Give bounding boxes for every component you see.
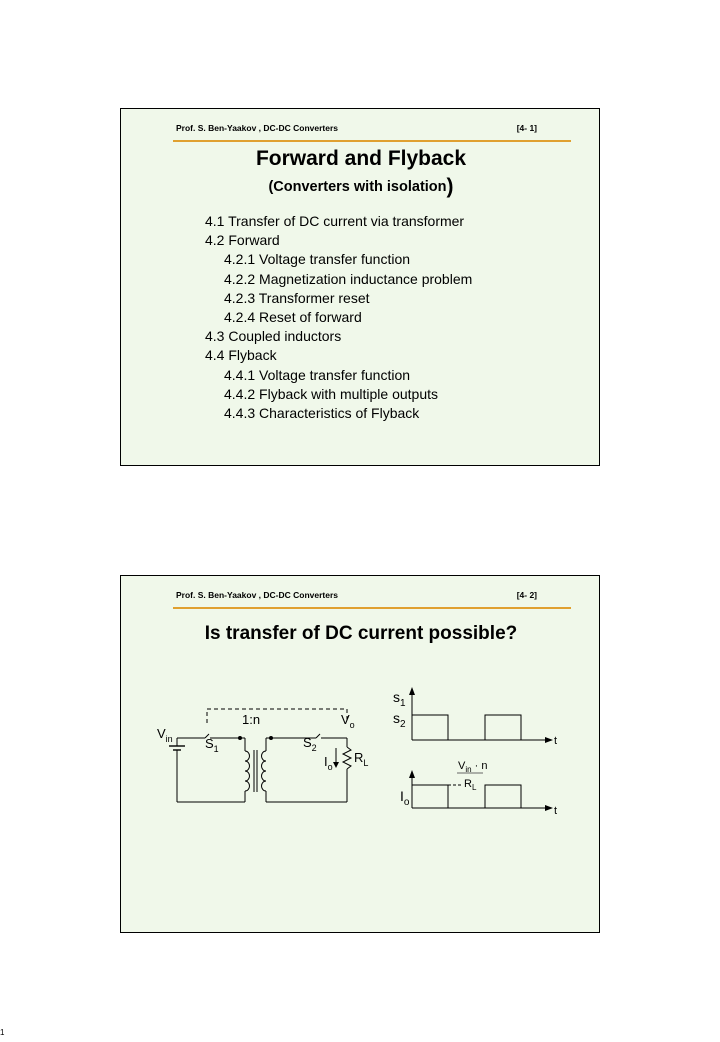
toc-item: 4.4 Flyback [205, 347, 277, 364]
vin-sub: in [165, 734, 173, 744]
slide-1-author: Prof. S. Ben-Yaakov , DC-DC Converters [176, 123, 339, 133]
s-pulse-1 [412, 715, 448, 740]
toc-item: 4.2.2 Magnetization inductance problem [224, 270, 473, 287]
subtitle-paren: ) [446, 175, 454, 198]
numerator-main: V [458, 760, 466, 772]
io-sub: o [327, 762, 333, 772]
fraction-numerator [458, 760, 487, 774]
rl-main: R [354, 750, 364, 765]
slide-1-subtitle [121, 175, 601, 199]
toc-item: 4.2.3 Transformer reset [224, 289, 370, 306]
s2-wave-sub: 2 [400, 719, 406, 730]
secondary-coil [262, 751, 267, 791]
io-wave-label [400, 788, 410, 808]
slide-2-author: Prof. S. Ben-Yaakov , DC-DC Converters [176, 590, 339, 600]
subtitle-text: (Converters with isolation [268, 179, 447, 195]
io-pulse-2 [485, 785, 521, 808]
s2-wave-label [393, 710, 406, 730]
s1-wave-label [393, 689, 406, 709]
primary-dot-icon [238, 736, 242, 740]
toc-item: 4.4.3 Characteristics of Flyback [224, 405, 420, 422]
slide-2-title: Is transfer of DC current possible? [204, 623, 518, 644]
slide-1-title: Forward and Flyback [255, 147, 467, 170]
vin-label [157, 726, 173, 744]
s1-wave-main: s [393, 689, 400, 705]
vo-label [341, 712, 355, 730]
bottom-y-arrow-icon [409, 770, 415, 778]
io-wave-sub: o [403, 797, 410, 808]
rl-sub: L [363, 758, 369, 768]
vo-main: V [341, 712, 350, 727]
slide-2 [120, 575, 600, 933]
toc-item: 4.4.1 Voltage transfer function [224, 366, 411, 383]
denominator-sub: L [471, 783, 477, 792]
switch-s2 [316, 734, 320, 738]
slide-1-number: [4- 1] [516, 123, 537, 133]
secondary-dot-icon [269, 736, 273, 740]
circuit-and-waveform-diagram [121, 576, 601, 934]
table-of-contents [205, 212, 472, 423]
s-pulse-2 [485, 715, 521, 740]
bottom-x-arrow-icon [545, 805, 553, 811]
toc-item: 4.2.4 Reset of forward [224, 309, 362, 326]
resistor-rl [343, 747, 351, 769]
bottom-time-label: t [554, 805, 558, 817]
slide-2-number: [4- 2] [516, 590, 537, 600]
io-pulse-1 [412, 785, 448, 808]
s1-sub: 1 [213, 744, 219, 754]
denominator-main: R [464, 778, 472, 790]
ratio-label: 1:n [242, 712, 261, 727]
s1-wave-sub: 1 [400, 698, 406, 709]
waveform-traces [412, 693, 547, 808]
slide-1-header-rule [173, 140, 571, 142]
io-label [324, 754, 333, 772]
fraction-denominator [464, 778, 477, 792]
primary-coil [245, 751, 250, 791]
page-number: 1 [0, 1028, 5, 1037]
top-x-arrow-icon [545, 737, 553, 743]
vin-main: V [157, 726, 166, 741]
slide-1 [120, 108, 600, 466]
s1-main: S [205, 736, 214, 751]
dashed-link [207, 709, 347, 723]
top-y-arrow-icon [409, 687, 415, 695]
io-main: I [324, 754, 328, 769]
s2-sub: 2 [311, 743, 317, 753]
numerator-rest: · n [471, 760, 488, 772]
s2-main: S [303, 735, 312, 750]
io-wave-main: I [400, 788, 404, 804]
io-arrow-head [333, 762, 339, 768]
top-time-label: t [554, 735, 558, 747]
rl-label [354, 750, 368, 768]
toc-item: 4.3 Coupled inductors [205, 328, 342, 345]
toc-item: 4.2.1 Voltage transfer function [224, 251, 411, 268]
toc-item: 4.2 Forward [205, 232, 280, 249]
s1-label [205, 736, 219, 754]
s2-wave-main: s [393, 710, 400, 726]
toc-item: 4.4.2 Flyback with multiple outputs [224, 385, 438, 402]
vo-sub: o [349, 720, 355, 730]
numerator-sub: in [465, 765, 472, 774]
toc-item: 4.1 Transfer of DC current via transformer [205, 213, 465, 229]
